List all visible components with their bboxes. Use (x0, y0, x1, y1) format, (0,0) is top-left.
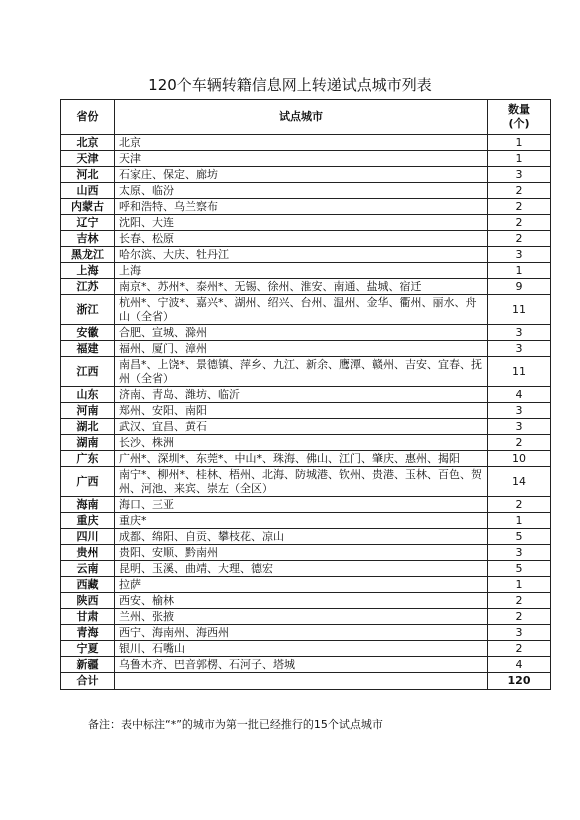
header-count-line1: 数量 (508, 103, 530, 116)
count-cell: 11 (488, 357, 551, 387)
province-cell: 广东 (61, 451, 115, 467)
cities-cell: 合肥、宣城、滁州 (115, 325, 488, 341)
total-label: 合计 (61, 673, 115, 690)
cities-cell: 拉萨 (115, 577, 488, 593)
province-cell: 安徽 (61, 325, 115, 341)
header-count (488, 100, 551, 135)
count-cell: 11 (488, 295, 551, 325)
table-row (61, 231, 551, 247)
province-cell: 陕西 (61, 593, 115, 609)
province-cell: 浙江 (61, 295, 115, 325)
total-spacer (115, 673, 488, 690)
table-row (61, 529, 551, 545)
province-cell: 江苏 (61, 279, 115, 295)
count-cell: 3 (488, 247, 551, 263)
cities-cell: 广州*、深圳*、东莞*、中山*、珠海、佛山、江门、肇庆、惠州、揭阳 (115, 451, 488, 467)
count-cell: 1 (488, 513, 551, 529)
table-row (61, 435, 551, 451)
province-cell: 湖南 (61, 435, 115, 451)
count-cell: 10 (488, 451, 551, 467)
province-cell: 宁夏 (61, 641, 115, 657)
cities-cell: 重庆* (115, 513, 488, 529)
count-cell: 2 (488, 199, 551, 215)
province-cell: 甘肃 (61, 609, 115, 625)
province-cell: 辽宁 (61, 215, 115, 231)
cities-cell: 贵阳、安顺、黔南州 (115, 545, 488, 561)
table-row (61, 247, 551, 263)
header-cities: 试点城市 (115, 100, 488, 135)
table-row (61, 199, 551, 215)
province-cell: 福建 (61, 341, 115, 357)
cities-cell: 西宁、海南州、海西州 (115, 625, 488, 641)
count-cell: 3 (488, 419, 551, 435)
table-row (61, 497, 551, 513)
table-row (61, 609, 551, 625)
cities-cell: 武汉、宜昌、黄石 (115, 419, 488, 435)
province-cell: 黑龙江 (61, 247, 115, 263)
count-cell: 2 (488, 641, 551, 657)
province-cell: 山西 (61, 183, 115, 199)
province-cell: 江西 (61, 357, 115, 387)
cities-cell: 杭州*、宁波*、嘉兴*、湖州、绍兴、台州、温州、金华、衢州、丽水、舟山（全省） (115, 295, 488, 325)
province-cell: 重庆 (61, 513, 115, 529)
province-cell: 天津 (61, 151, 115, 167)
header-province: 省份 (61, 100, 115, 135)
count-cell: 2 (488, 183, 551, 199)
table-row (61, 593, 551, 609)
table-row (61, 183, 551, 199)
count-cell: 5 (488, 529, 551, 545)
table-row (61, 561, 551, 577)
count-cell: 1 (488, 151, 551, 167)
count-cell: 1 (488, 577, 551, 593)
table-row (61, 513, 551, 529)
province-cell: 河南 (61, 403, 115, 419)
province-cell: 上海 (61, 263, 115, 279)
cities-cell: 哈尔滨、大庆、牡丹江 (115, 247, 488, 263)
cities-cell: 太原、临汾 (115, 183, 488, 199)
total-count: 120 (488, 673, 551, 690)
cities-cell: 济南、青岛、潍坊、临沂 (115, 387, 488, 403)
cities-cell: 长沙、株洲 (115, 435, 488, 451)
header-count-line2: (个) (508, 117, 530, 130)
province-cell: 内蒙古 (61, 199, 115, 215)
table-row (61, 545, 551, 561)
cities-cell: 天津 (115, 151, 488, 167)
province-cell: 四川 (61, 529, 115, 545)
cities-cell: 兰州、张掖 (115, 609, 488, 625)
province-cell: 广西 (61, 467, 115, 497)
pilot-city-table (60, 99, 551, 690)
cities-cell: 长春、松原 (115, 231, 488, 247)
page-title: 120个车辆转籍信息网上转递试点城市列表 (148, 76, 432, 94)
cities-cell: 西安、榆林 (115, 593, 488, 609)
table-row (61, 295, 551, 325)
table-row (61, 279, 551, 295)
table-row (61, 577, 551, 593)
table-row (61, 325, 551, 341)
table-row (61, 387, 551, 403)
table-row (61, 467, 551, 497)
count-cell: 1 (488, 263, 551, 279)
count-cell: 3 (488, 325, 551, 341)
province-cell: 云南 (61, 561, 115, 577)
count-cell: 14 (488, 467, 551, 497)
province-cell: 山东 (61, 387, 115, 403)
cities-cell: 呼和浩特、乌兰察布 (115, 199, 488, 215)
cities-cell: 北京 (115, 135, 488, 151)
cities-cell: 乌鲁木齐、巴音郭楞、石河子、塔城 (115, 657, 488, 673)
table-row (61, 451, 551, 467)
table-row (61, 641, 551, 657)
cities-cell: 上海 (115, 263, 488, 279)
count-cell: 2 (488, 609, 551, 625)
count-cell: 3 (488, 341, 551, 357)
count-cell: 3 (488, 167, 551, 183)
cities-cell: 郑州、安阳、南阳 (115, 403, 488, 419)
table-row (61, 135, 551, 151)
table-row (61, 419, 551, 435)
table-body (61, 135, 551, 673)
count-cell: 4 (488, 387, 551, 403)
table-row (61, 625, 551, 641)
count-cell: 9 (488, 279, 551, 295)
cities-cell: 沈阳、大连 (115, 215, 488, 231)
count-cell: 2 (488, 593, 551, 609)
cities-cell: 银川、石嘴山 (115, 641, 488, 657)
cities-cell: 海口、三亚 (115, 497, 488, 513)
count-cell: 5 (488, 561, 551, 577)
cities-cell: 石家庄、保定、廊坊 (115, 167, 488, 183)
table-row (61, 151, 551, 167)
cities-cell: 南京*、苏州*、泰州*、无锡、徐州、淮安、南通、盐城、宿迁 (115, 279, 488, 295)
cities-cell: 昆明、玉溪、曲靖、大理、德宏 (115, 561, 488, 577)
table-row (61, 341, 551, 357)
count-cell: 3 (488, 403, 551, 419)
count-cell: 3 (488, 625, 551, 641)
province-cell: 西藏 (61, 577, 115, 593)
count-cell: 2 (488, 435, 551, 451)
cities-cell: 南昌*、上饶*、景德镇、萍乡、九江、新余、鹰潭、赣州、吉安、宜春、抚州（全省） (115, 357, 488, 387)
footnote: 备注：表中标注“*”的城市为第一批已经推行的15个试点城市 (88, 718, 383, 731)
province-cell: 北京 (61, 135, 115, 151)
table-header-row (61, 100, 551, 135)
province-cell: 新疆 (61, 657, 115, 673)
province-cell: 湖北 (61, 419, 115, 435)
province-cell: 河北 (61, 167, 115, 183)
table-row (61, 403, 551, 419)
count-cell: 2 (488, 231, 551, 247)
count-cell: 2 (488, 215, 551, 231)
province-cell: 吉林 (61, 231, 115, 247)
cities-cell: 南宁*、柳州*、桂林、梧州、北海、防城港、钦州、贵港、玉林、百色、贺州、河池、来宾、崇左（全区） (115, 467, 488, 497)
table-row (61, 657, 551, 673)
table-row (61, 357, 551, 387)
table-row (61, 215, 551, 231)
count-cell: 3 (488, 545, 551, 561)
cities-cell: 成都、绵阳、自贡、攀枝花、凉山 (115, 529, 488, 545)
province-cell: 海南 (61, 497, 115, 513)
table-row (61, 167, 551, 183)
count-cell: 2 (488, 497, 551, 513)
cities-cell: 福州、厦门、漳州 (115, 341, 488, 357)
province-cell: 青海 (61, 625, 115, 641)
count-cell: 1 (488, 135, 551, 151)
province-cell: 贵州 (61, 545, 115, 561)
count-cell: 4 (488, 657, 551, 673)
table-row (61, 263, 551, 279)
total-row (61, 673, 551, 690)
